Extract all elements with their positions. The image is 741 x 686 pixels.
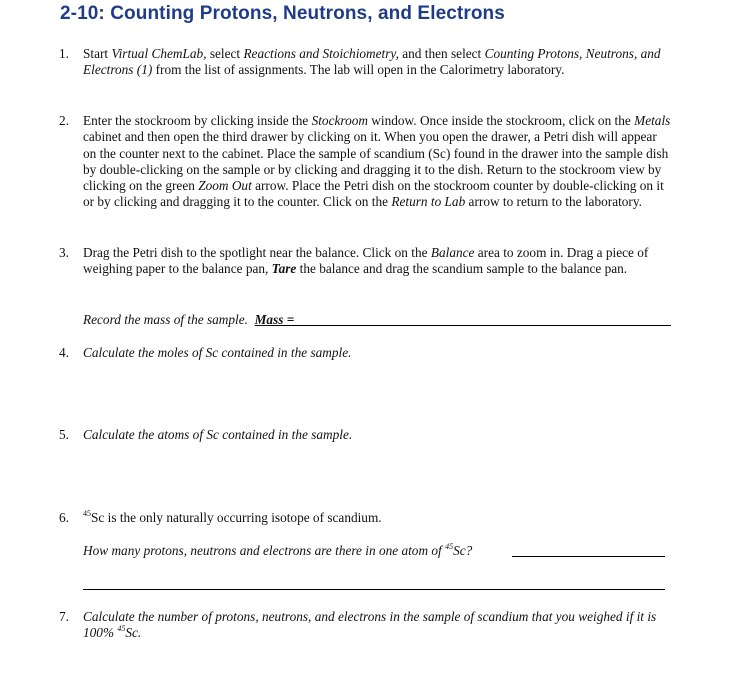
page-title: 2-10: Counting Protons, Neutrons, and Electrons — [60, 3, 505, 24]
q4-text: Calculate the moles of Sc contained in the sample. — [83, 345, 352, 360]
q2-text: Enter the stockroom by clicking inside the Stockroom window. Once inside the stockroom, click on the Metals cabinet and then open the third drawer by clicking on it. When you open the drawer, a Petri dish will appear on the counter next to the cabinet. Place the sample of scandium (Sc) found in the drawer into the sample dish by double-clicking on the sample or by clicking and dragging it to the dish. Return to the stockroom view by clicking on the green Zoom Out arrow. Place the Petri dish on the stockroom counter by double-clicking on it or by clicking and dragging it to the counter. Click on the Return to Lab arrow to return to the laboratory. — [83, 113, 671, 210]
q3-number: 3. — [59, 245, 69, 260]
q7-text: Calculate the number of protons, neutrons, and electrons in the sample of scandium that you weighed if it is 100% $^{45}$Sc. — [83, 609, 657, 641]
q2-number: 2. — [59, 113, 69, 128]
q6-question: How many protons, neutrons and electrons are there in one atom of $^{45}$Sc? — [83, 542, 473, 558]
q5-number: 5. — [59, 427, 69, 442]
q5-text: Calculate the atoms of Sc contained in the sample. — [83, 427, 353, 442]
q1-number: 1. — [59, 46, 69, 61]
q1-text: Start Virtual ChemLab, select Reactions and Stoichiometry, and then select Counting Protons, Neutrons, and Electrons (1) from the list of assignments. The lab will open in the Calorimetry laboratory. — [83, 46, 661, 78]
q4-number: 4. — [59, 345, 69, 360]
mass-label: Mass = — [254, 312, 295, 327]
q6-number: 6. — [59, 510, 69, 525]
mass-answer-line[interactable] — [268, 325, 671, 326]
q6-answer-line-1[interactable] — [512, 556, 665, 557]
q6-answer-line-2[interactable] — [83, 589, 665, 590]
q7-number: 7. — [59, 609, 69, 624]
q3-text: Drag the Petri dish to the spotlight near the balance. Click on the Balance area to zoom in. Drag a piece of weighing paper to the balance pan, Tare the balance and drag the scandium sample to the balance pan. — [83, 245, 649, 277]
q3-record-prompt: Record the mass of the sample. Mass = — [83, 312, 295, 327]
q6-text: $^{45}$Sc is the only naturally occurring isotope of scandium. — [83, 509, 382, 525]
